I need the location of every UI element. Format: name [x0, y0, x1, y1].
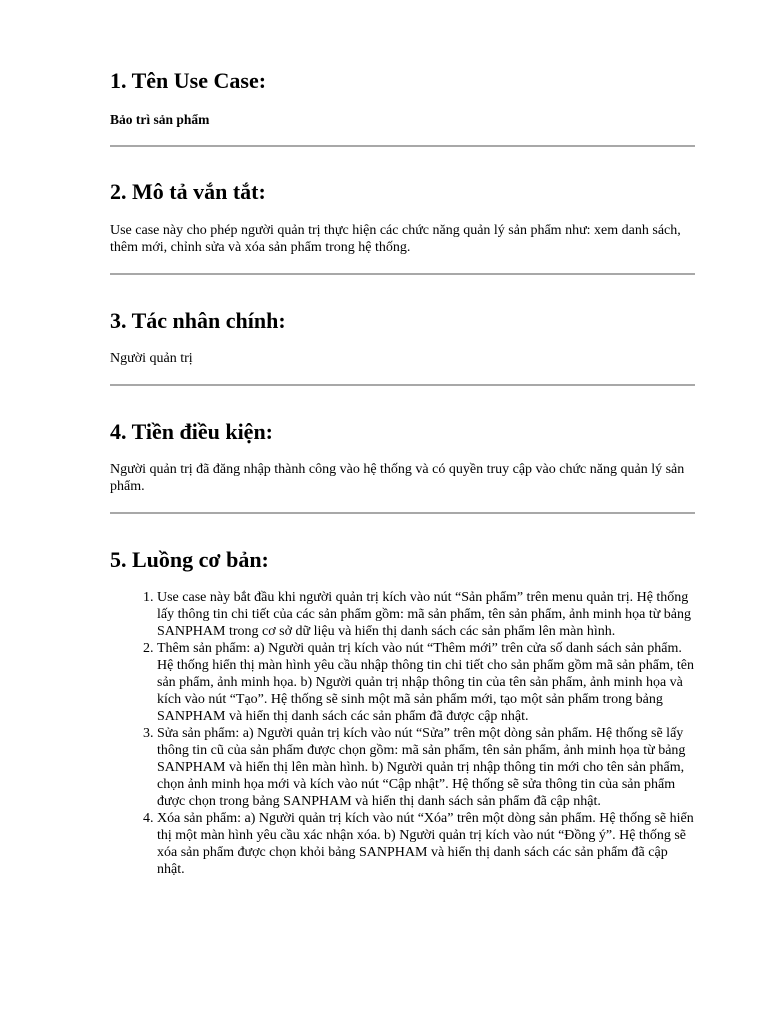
section-primary-actor-content [110, 350, 695, 367]
section-paragraph: Người quản trị đã đăng nhập thành công vào hệ thống và có quyền truy cập vào chức năng quản lý sản phẩm. [110, 462, 685, 494]
divider [110, 145, 695, 147]
section-brief-description-content [110, 222, 695, 256]
list-item: 2. Thêm sản phẩm: a) Người quản trị kích vào nút “Thêm mới” trên cửa số danh sách sản phẩm. Hệ thống hiển thị màn hình yêu cầu nhập thông tin chi tiết cho sản phẩm gồm mã sản phẩm, tên sản phẩm, ảnh minh họa. b) Người quản trị nhập thông tin của tên sản phẩm, ảnh minh họa và kích vào nút “Tạo”. Hệ thống sẽ sinh một mã sản phẩm mới, tạo một sản phẩm trong bảng SANPHAM và hiển thị danh sách các sản phẩm đã được cập nhật. [157, 640, 695, 725]
divider [110, 273, 695, 275]
section-title: 5. Luồng cơ bản: [110, 547, 269, 572]
divider [110, 512, 695, 514]
section-title: 2. Mô tả vắn tắt: [110, 179, 266, 204]
section-basic-flow [110, 547, 695, 573]
section-title: 4. Tiền điều kiện: [110, 419, 274, 444]
section-precondition-content [110, 461, 695, 495]
section-title: 3. Tác nhân chính: [110, 308, 286, 333]
section-brief-description [110, 179, 695, 205]
section-paragraph: Use case này cho phép người quản trị thực hiện các chức năng quản lý sản phẩm như: xem danh sách, thêm mới, chỉnh sửa và xóa sản phẩm trong hệ thống. [110, 223, 681, 255]
section-primary-actor [110, 308, 695, 334]
basic-flow-list [110, 589, 695, 878]
list-item: 3. Sửa sản phẩm: a) Người quản trị kích vào nút “Sửa” trên một dòng sản phẩm. Hệ thống sẽ lấy thông tin cũ của sản phẩm được chọn gồm: mã sản phẩm, tên sản phẩm, ảnh minh họa từ bảng SANPHAM và hiển thị lên màn hình. b) Người quản trị nhập thông tin mới cho tên sản phẩm, chọn ảnh minh họa mới và kích vào nút “Cập nhật”. Hệ thống sẽ sửa thông tin của sản phẩm được chọn trong bảng SANPHAM và hiển thị danh sách sản phẩm đã cập nhật. [157, 725, 695, 810]
list-item: 4. Xóa sản phẩm: a) Người quản trị kích vào nút “Xóa” trên một dòng sản phẩm. Hệ thống sẽ hiển thị một màn hình yêu cầu xác nhận xóa. b) Người quản trị kích vào nút “Đồng ý”. Hệ thống sẽ xóa sản phẩm được chọn khỏi bảng SANPHAM và hiển thị danh sách các sản phẩm đã cập nhật. [157, 810, 695, 878]
divider [110, 384, 695, 386]
section-use-case-name [110, 68, 695, 94]
section-title: 1. Tên Use Case: [110, 68, 267, 93]
section-precondition [110, 419, 695, 445]
section-basic-flow-list [110, 589, 695, 878]
list-item: 1. Use case này bắt đầu khi người quản trị kích vào nút “Sản phẩm” trên menu quản trị. Hệ thống lấy thông tin chi tiết của các sản phẩm gồm: mã sản phẩm, tên sản phẩm, ảnh minh họa từ bảng SANPHAM trong cơ sở dữ liệu và hiển thị danh sách các sản phẩm lên màn hình. [157, 589, 695, 640]
section-paragraph: Người quản trị [110, 351, 193, 366]
section-use-case-name-content [110, 111, 695, 128]
use-case-name: Bảo trì sản phẩm [110, 112, 210, 127]
